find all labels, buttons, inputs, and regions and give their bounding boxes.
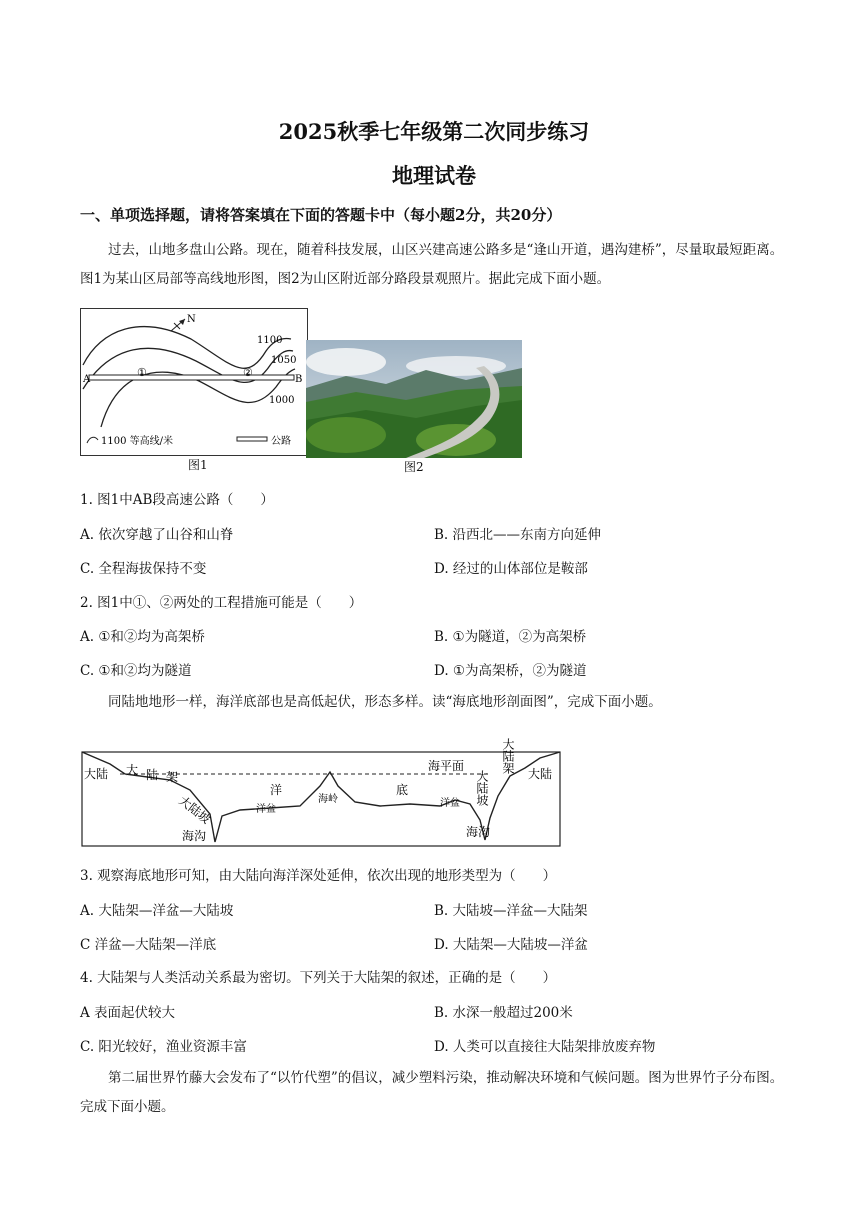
legend-contour-label: 1100 等高线/米: [101, 436, 173, 447]
question-3-option-a[interactable]: A. 大陆架—洋盆—大陆坡: [80, 903, 234, 919]
marker-2: ②: [243, 366, 253, 379]
exam-title: 2025秋季七年级第二次同步练习: [278, 119, 590, 144]
intro-paragraph-2: 同陆地地形一样，海洋底部也是高低起伏，形态多样。读“海底地形剖面图”，完成下面小题。: [108, 694, 662, 710]
contour-label-1100: 1100: [257, 335, 283, 346]
question-1-stem: 1. 图1中AB段高速公路（ ）: [80, 492, 274, 508]
label-ridge: 海岭: [318, 794, 338, 805]
label-shelf-left-1: 大: [126, 763, 139, 777]
contour-line-1050: [83, 348, 293, 389]
contour-label-1050: 1050: [271, 355, 297, 366]
question-2-stem: 2. 图1中①、②两处的工程措施可能是（ ）: [80, 595, 363, 611]
label-sea-level: 海平面: [428, 759, 465, 773]
question-3-option-d[interactable]: D. 大陆架—大陆坡—洋盆: [434, 937, 588, 953]
figure2-caption: 图2: [404, 460, 424, 474]
question-4-stem: 4. 大陆架与人类活动关系最为密切。下列关于大陆架的叙述，正确的是（ ）: [80, 970, 557, 986]
section-heading: 一、单项选择题，请将答案填在下面的答题卡中（每小题2分，共20分）: [80, 206, 562, 224]
label-shelf-left-3: 架: [166, 770, 179, 784]
legend-road-label: 公路: [271, 436, 291, 447]
question-1-option-d[interactable]: D. 经过的山体部位是鞍部: [434, 561, 588, 577]
seafloor-profile-diagram: [80, 724, 562, 848]
question-4-option-d[interactable]: D. 人类可以直接往大陆架排放废弃物: [434, 1039, 656, 1055]
highway-photo-svg: [306, 340, 522, 458]
intro-paragraph-1: 过去，山地多盘山公路。现在，随着科技发展，山区兴建高速公路多是“逢山开道，遇沟建桥”，尽量取最短距离。图1为某山区局部等高线地形图，图2为山区附近部分路段景观照片。据此完成下面小题。: [80, 242, 784, 287]
label-basin-left: 洋盆: [256, 804, 276, 815]
marker-1: ①: [137, 366, 147, 379]
question-3-option-b[interactable]: B. 大陆坡—洋盆—大陆架: [434, 903, 588, 919]
question-4-option-c[interactable]: C. 阳光较好，渔业资源丰富: [80, 1039, 247, 1055]
north-label: N: [187, 314, 196, 325]
question-4-option-a[interactable]: A 表面起伏较大: [80, 1005, 176, 1021]
label-continent-right: 大陆: [528, 767, 553, 781]
figure2-highway-photo: [306, 340, 522, 458]
question-2-option-d[interactable]: D. ①为高架桥，②为隧道: [434, 663, 587, 679]
legend-road-icon: [237, 437, 267, 441]
seafloor-profile-svg: [80, 724, 562, 848]
figure1-caption: 图1: [188, 458, 208, 472]
question-1-option-b[interactable]: B. 沿西北——东南方向延伸: [434, 527, 602, 543]
label-slope-left: 大陆坡: [176, 793, 214, 827]
question-2-option-c[interactable]: C. ①和②均为隧道: [80, 663, 192, 679]
contour-line-1100: [83, 327, 291, 369]
point-b-label: B: [295, 374, 303, 385]
question-3-stem: 3. 观察海底地形可知，由大陆向海洋深处延伸，依次出现的地形类型为（ ）: [80, 868, 557, 884]
label-slope-right: 大陆坡: [475, 770, 489, 806]
label-ocean-bottom: 底: [396, 783, 409, 797]
contour-map-svg: [81, 309, 307, 455]
label-shelf-left-2: 陆: [146, 768, 159, 782]
question-4-option-b[interactable]: B. 水深一般超过200米: [434, 1005, 573, 1021]
label-trench-left: 海沟: [182, 829, 207, 843]
question-2-option-a[interactable]: A. ①和②均为高架桥: [80, 629, 205, 645]
label-shelf-right: 大陆架: [501, 738, 515, 774]
legend-contour-icon: [87, 437, 98, 443]
question-2-option-b[interactable]: B. ①为隧道，②为高架桥: [434, 629, 587, 645]
intro-paragraph-3: 第二届世界竹藤大会发布了“以竹代塑”的倡议，减少塑料污染，推动解决环境和气候问题。图为世界竹子分布图。完成下面小题。: [80, 1070, 784, 1115]
point-a-label: A: [83, 374, 91, 385]
question-1-option-c[interactable]: C. 全程海拔保持不变: [80, 561, 207, 577]
highway-road: [89, 375, 294, 380]
question-3-option-c[interactable]: C 洋盆—大陆架—洋底: [80, 937, 217, 953]
figure1-contour-map: [80, 308, 308, 456]
label-continent-left: 大陆: [84, 767, 109, 781]
label-trench-right: 海沟: [466, 825, 491, 839]
contour-label-1000: 1000: [269, 395, 295, 406]
question-1-option-a[interactable]: A. 依次穿越了山谷和山脊: [80, 527, 234, 543]
label-ocean: 洋: [270, 783, 283, 797]
exam-subtitle: 地理试卷: [392, 163, 476, 188]
label-basin-right: 洋盆: [440, 798, 460, 809]
